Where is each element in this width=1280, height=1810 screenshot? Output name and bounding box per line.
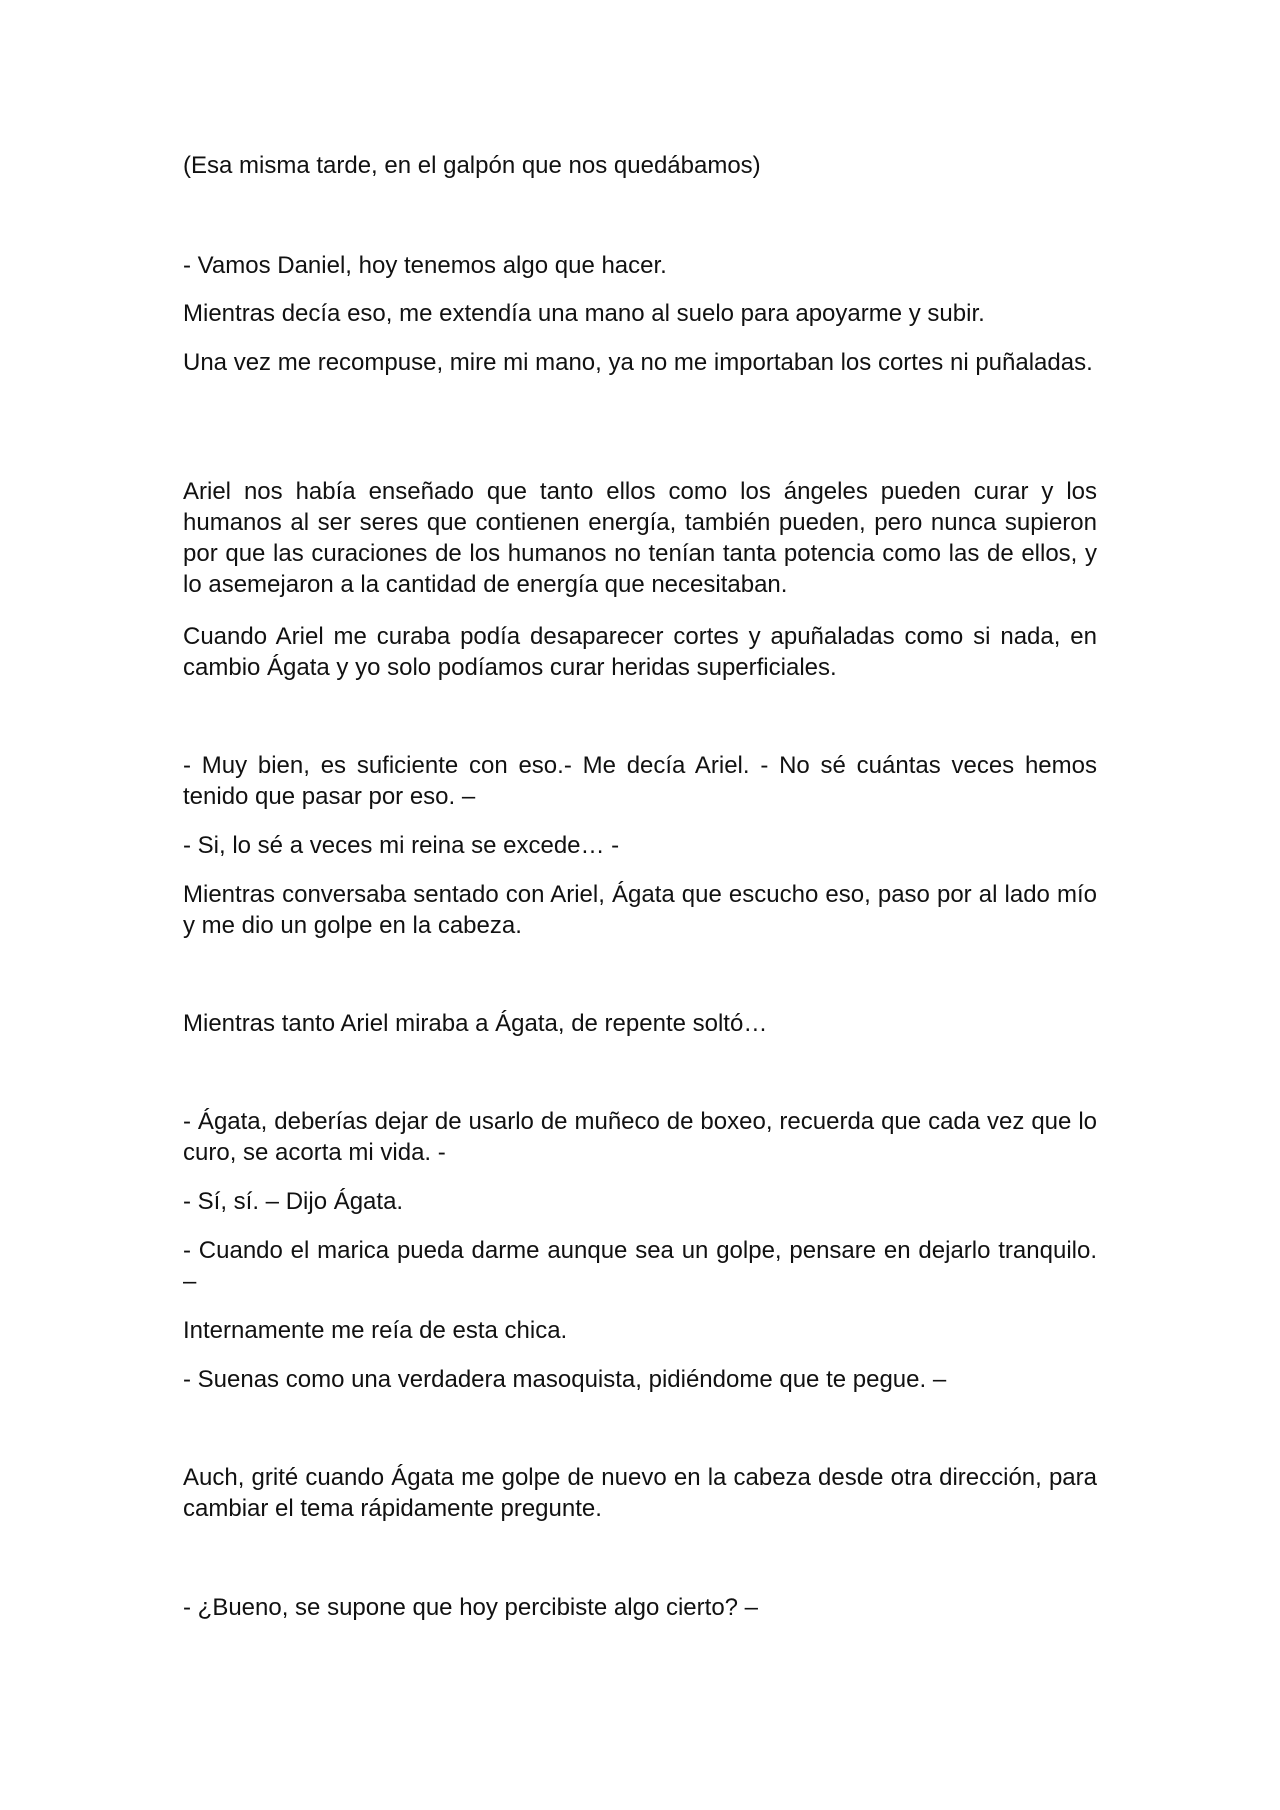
paragraph-3: Mientras decía eso, me extendía una mano al suelo para apoyarme y subir. [183, 300, 985, 327]
paragraph-16: Auch, grité cuando Ágata me golpe de nuevo en la cabeza desde otra dirección, para cambiar el tema rápidamente pregunte. [183, 1464, 1097, 1522]
paragraph-13: - Cuando el marica pueda darme aunque sea un golpe, pensare en dejarlo tranquilo. – [183, 1237, 1097, 1295]
paragraph-4: Una vez me recompuse, mire mi mano, ya no me importaban los cortes ni puñaladas. [183, 349, 1093, 376]
paragraph-2: - Vamos Daniel, hoy tenemos algo que hacer. [183, 252, 667, 279]
paragraph-15: - Suenas como una verdadera masoquista, pidiéndome que te pegue. – [183, 1366, 947, 1393]
paragraph-5: Ariel nos había enseñado que tanto ellos como los ángeles pueden curar y los humanos al ser seres que contienen energía, también pueden, pero nunca supieron por que las curaciones de los humanos no tenían tanta potencia como las de ellos, y lo asemejaron a la cantidad de energía que necesitaban. [183, 478, 1097, 598]
paragraph-11: - Ágata, deberías dejar de usarlo de muñeco de boxeo, recuerda que cada vez que lo curo, se acorta mi vida. - [183, 1108, 1097, 1166]
paragraph-1: (Esa misma tarde, en el galpón que nos quedábamos) [183, 152, 761, 179]
paragraph-12: - Sí, sí. – Dijo Ágata. [183, 1188, 404, 1215]
paragraph-7: - Muy bien, es suficiente con eso.- Me decía Ariel. - No sé cuántas veces hemos tenido que pasar por eso. – [183, 752, 1097, 810]
paragraph-17: - ¿Bueno, se supone que hoy percibiste algo cierto? – [183, 1594, 759, 1621]
paragraph-9: Mientras conversaba sentado con Ariel, Ágata que escucho eso, paso por al lado mío y me dio un golpe en la cabeza. [183, 881, 1097, 939]
paragraph-6: Cuando Ariel me curaba podía desaparecer cortes y apuñaladas como si nada, en cambio Ágata y yo solo podíamos curar heridas superficiales. [183, 623, 1097, 681]
paragraph-14: Internamente me reía de esta chica. [183, 1317, 568, 1344]
paragraph-10: Mientras tanto Ariel miraba a Ágata, de repente soltó… [183, 1010, 768, 1037]
paragraph-8: - Si, lo sé a veces mi reina se excede… - [183, 832, 620, 859]
